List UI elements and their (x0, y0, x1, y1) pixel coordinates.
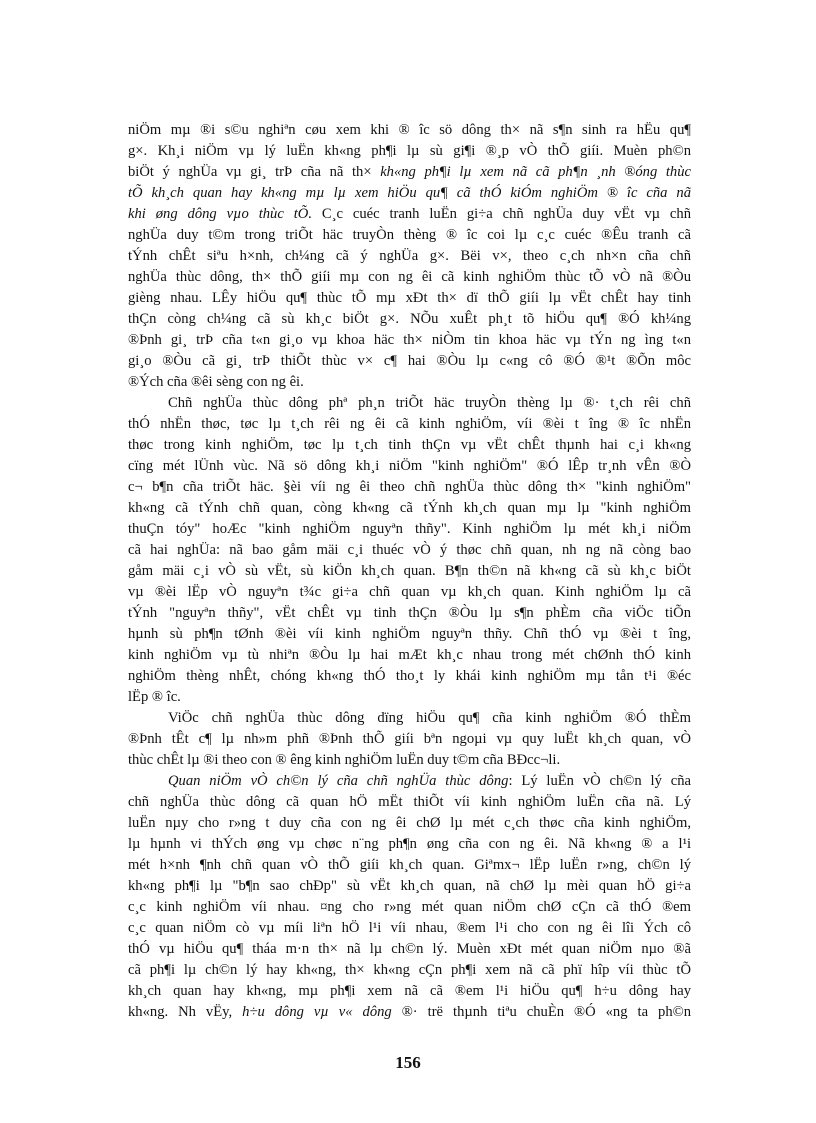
text-line (128, 624, 691, 645)
text-segment: : Lý luËn vÒ ch©n lý cña (508, 773, 691, 789)
text-line (128, 330, 691, 351)
text-line (128, 918, 691, 939)
text-segment: Chñ nghÜa thùc dông phª ph¸n triÕt häc truyÒn thèng lµ ®· t¸ch rêi chñ (168, 395, 691, 411)
text-segment: gièng nhau. LÊy hiÖu qu¶ thùc tÕ mµ xÐt th× dï thÕ giíi lµ vËt chÊt hay tinh (128, 290, 691, 306)
text-segment: cã ph¶i lµ ch©n lý hay kh«ng, th× kh«ng cÇn ph¶i xem nã cã phï hîp víi thùc tÕ (128, 962, 691, 978)
text-line (128, 162, 691, 183)
text-line (128, 729, 691, 750)
text-line (128, 246, 691, 267)
text-segment: c¬ b¶n cña triÕt häc. §èi víi ng êi theo chñ nghÜa thùc dông th× "kinh nghiÖm" (128, 479, 691, 495)
text-line (128, 414, 691, 435)
text-line (128, 939, 691, 960)
text-segment: kh«ng. Nh vËy, (128, 1004, 243, 1020)
body-text (128, 120, 691, 1023)
text-line (128, 309, 691, 330)
text-segment: thÓ nhËn thøc, tøc lµ t¸ch rêi ng êi cã kinh nghiÖm, víi ®èi t îng ® îc nhËn (128, 416, 691, 432)
text-segment: thÇn còng ch¼ng cã sù kh¸c biÖt g×. NÕu xuÊt ph¸t tõ hiÖu qu¶ ®Ó kh¼ng (128, 311, 691, 327)
text-segment: ®Ých cña ®êi sèng con ng êi. (128, 374, 304, 390)
text-line (128, 183, 691, 204)
text-segment: thøc trong kinh nghiÖm, tøc lµ t¸ch tinh thÇn vµ vËt chÊt thµnh hai c¸i kh«ng (128, 437, 691, 453)
text-segment: ViÖc chñ nghÜa thùc dông dïng hiÖu qu¶ cña kinh nghiÖm ®Ó thÈm (168, 710, 691, 726)
text-segment: chñ nghÜa thùc dông cã quan hÖ mËt thiÕt víi kinh nghiÖm luËn cña nã. Lý (128, 794, 691, 810)
text-segment: niÖm mµ ®i s©u nghiªn cøu xem khi ® îc sö dông th× nã s¶n sinh ra hËu qu¶ (128, 122, 691, 138)
text-segment: vµ ®èi lËp vÒ nguyªn t¾c gi÷a chñ quan vµ kh¸ch quan. Kinh nghiÖm lµ cã (128, 584, 691, 600)
text-line (128, 792, 691, 813)
text-segment: kinh nghiÖm vµ tù nhiªn ®Òu lµ hai mÆt kh¸c nhau trong mét chØnh thÓ kinh (128, 647, 691, 663)
text-segment: tÝnh chÊt siªu h×nh, ch¼ng cã ý nghÜa g×. Bëi v×, theo c¸ch nh×n cña chñ (128, 248, 691, 264)
text-segment: thùc chÊt lµ ®i theo con ® êng kinh nghiÖm luËn duy t©m cña BÐcc¬li. (128, 752, 561, 768)
text-line (128, 204, 691, 225)
text-segment: hµnh sù ph¶n tØnh ®èi víi kinh nghiÖm nguyªn thñy. Chñ thÓ vµ ®èi t îng, (128, 626, 691, 642)
text-line (128, 519, 691, 540)
text-segment: ®· trë thµnh tiªu chuÈn ®Ó «ng ta ph©n (391, 1004, 691, 1020)
text-segment: C¸c cuéc tranh luËn gi÷a chñ nghÜa duy vËt vµ chñ (311, 206, 691, 222)
text-segment: g×. Kh¸i niÖm vµ lý luËn kh«ng ph¶i lµ sù gi¶i ®¸p vÒ thÕ giíi. Muèn ph©n (128, 143, 691, 159)
text-line (128, 897, 691, 918)
text-segment: lËp ® îc. (128, 689, 181, 705)
text-line (128, 477, 691, 498)
text-line (128, 1002, 691, 1023)
italic-text-segment: Quan niÖm vÒ ch©n lý cña chñ nghÜa thùc dông (168, 773, 509, 789)
text-line (128, 267, 691, 288)
text-line (128, 540, 691, 561)
text-segment: tÝnh "nguyªn thñy", vËt chÊt vµ tinh thÇn ®Òu lµ s¶n phÈm cña viÖc tiÕn (128, 605, 691, 621)
text-line (128, 960, 691, 981)
text-segment: gåm mäi c¸i vÒ sù vËt, sù kiÖn kh¸ch quan. B¶n th©n nã kh«ng cã sù kh¸c biÖt (128, 563, 691, 579)
text-line (128, 225, 691, 246)
text-segment: gi¸o ®Òu cã gi¸ trÞ thiÕt thùc v× c¶ hai ®Òu lµ c«ng cô ®Ó ®¹t ®Õn môc (128, 353, 691, 369)
text-line (128, 666, 691, 687)
text-line (128, 498, 691, 519)
text-line (128, 456, 691, 477)
text-segment: kh¸ch quan hay kh«ng, mµ ph¶i xem nã cã ®em l¹i hiÖu qu¶ h÷u dông hay (128, 983, 691, 999)
text-line (128, 393, 691, 414)
text-line (128, 645, 691, 666)
text-segment: nghiÖm thèng nhÊt, chóng kh«ng thÓ tho¸t ly khái kinh nghiÖm mµ tån t¹i ®éc (128, 668, 691, 684)
text-segment: cïng mét lÜnh vùc. Nã sö dông kh¸i niÖm "kinh nghiÖm" ®Ó lÊp tr¸nh vÊn ®Ò (128, 458, 691, 474)
text-line (128, 561, 691, 582)
text-line (128, 582, 691, 603)
text-segment: ®Þnh gi¸ trÞ cña t«n gi¸o vµ khoa häc th× niÒm tin khoa häc vµ tÝn ng ìng t«n (128, 332, 691, 348)
text-line (128, 288, 691, 309)
text-segment: c¸c kinh nghiÖm víi nhau. ¤ng cho r»ng mét quan niÖm chØ cÇn cã thÓ ®em (128, 899, 691, 915)
text-segment: nghÜa thùc dông, th× thÕ giíi mµ con ng êi cã kinh nghiÖm thùc tÕ vÒ nã ®Òu (128, 269, 691, 285)
italic-text-segment: kh«ng ph¶i lµ xem nã cã ph¶n ¸nh ®óng thùc (380, 164, 691, 180)
text-line (128, 435, 691, 456)
page-number: 156 (395, 1053, 421, 1072)
text-line (128, 708, 691, 729)
text-segment: mét h×nh ¶nh chñ quan vÒ thÕ giíi kh¸ch quan. Giªmx¬ lËp luËn r»ng, ch©n lý (128, 857, 691, 873)
italic-text-segment: h÷u dông vµ v« dông (242, 1004, 392, 1020)
text-line (128, 141, 691, 162)
italic-text-segment: khi øng dông vµo thùc tÕ. (128, 206, 312, 222)
text-segment: kh«ng ph¶i lµ "b¶n sao chÐp" sù vËt kh¸ch quan, nã chØ lµ mèi quan hÖ gi÷a (128, 878, 691, 894)
text-line (128, 351, 691, 372)
text-line (128, 771, 691, 792)
text-line (128, 834, 691, 855)
text-line (128, 855, 691, 876)
text-segment: lµ hµnh vi thÝch øng vµ chøc n¨ng ph¶n øng cña con ng êi. Nã kh«ng ® a l¹i (128, 836, 691, 852)
text-line (128, 120, 691, 141)
text-segment: ®Þnh tÊt c¶ lµ nh»m phñ ®Þnh thÕ giíi bªn ngoµi vµ quy luËt kh¸ch quan, vÒ (128, 731, 691, 747)
text-segment: cã hai nghÜa: nã bao gåm mäi c¸i thuéc vÒ ý thøc chñ quan, nh ng nã còng bao (128, 542, 691, 558)
italic-text-segment: tÕ kh¸ch quan hay kh«ng mµ lµ xem hiÖu qu¶ cã thÓ kiÓm nghiÖm ® îc cña nã (128, 185, 691, 201)
text-line (128, 687, 691, 708)
text-segment: c¸c quan niÖm cò vµ míi liªn hÖ l¹i víi nhau, ®em l¹i cho con ng êi lîi Ých cô (128, 920, 691, 936)
text-line (128, 750, 691, 771)
text-segment: biÖt ý nghÜa vµ gi¸ trÞ cña nã th× (128, 164, 381, 180)
text-line (128, 876, 691, 897)
text-segment: thuÇn tóy" hoÆc "kinh nghiÖm nguyªn thñy". Kinh nghiÖm lµ mét kh¸i niÖm (128, 521, 691, 537)
text-line (128, 981, 691, 1002)
text-line (128, 813, 691, 834)
text-segment: nghÜa duy t©m trong triÕt häc truyÒn thèng ® îc coi lµ c¸c cuéc ®Êu tranh cã (128, 227, 691, 243)
text-segment: luËn nµy cho r»ng t duy cña con ng êi chØ lµ mét c¸ch thøc cña kinh nghiÖm, (128, 815, 691, 831)
text-segment: thÓ vµ hiÖu qu¶ tháa m·n th× nã lµ ch©n lý. Muèn xÐt mét quan niÖm nµo ®ã (128, 941, 691, 957)
text-line (128, 603, 691, 624)
text-segment: kh«ng cã tÝnh chñ quan, còng kh«ng cã tÝnh kh¸ch quan mµ lµ "kinh nghiÖm (128, 500, 691, 516)
text-line (128, 372, 691, 393)
